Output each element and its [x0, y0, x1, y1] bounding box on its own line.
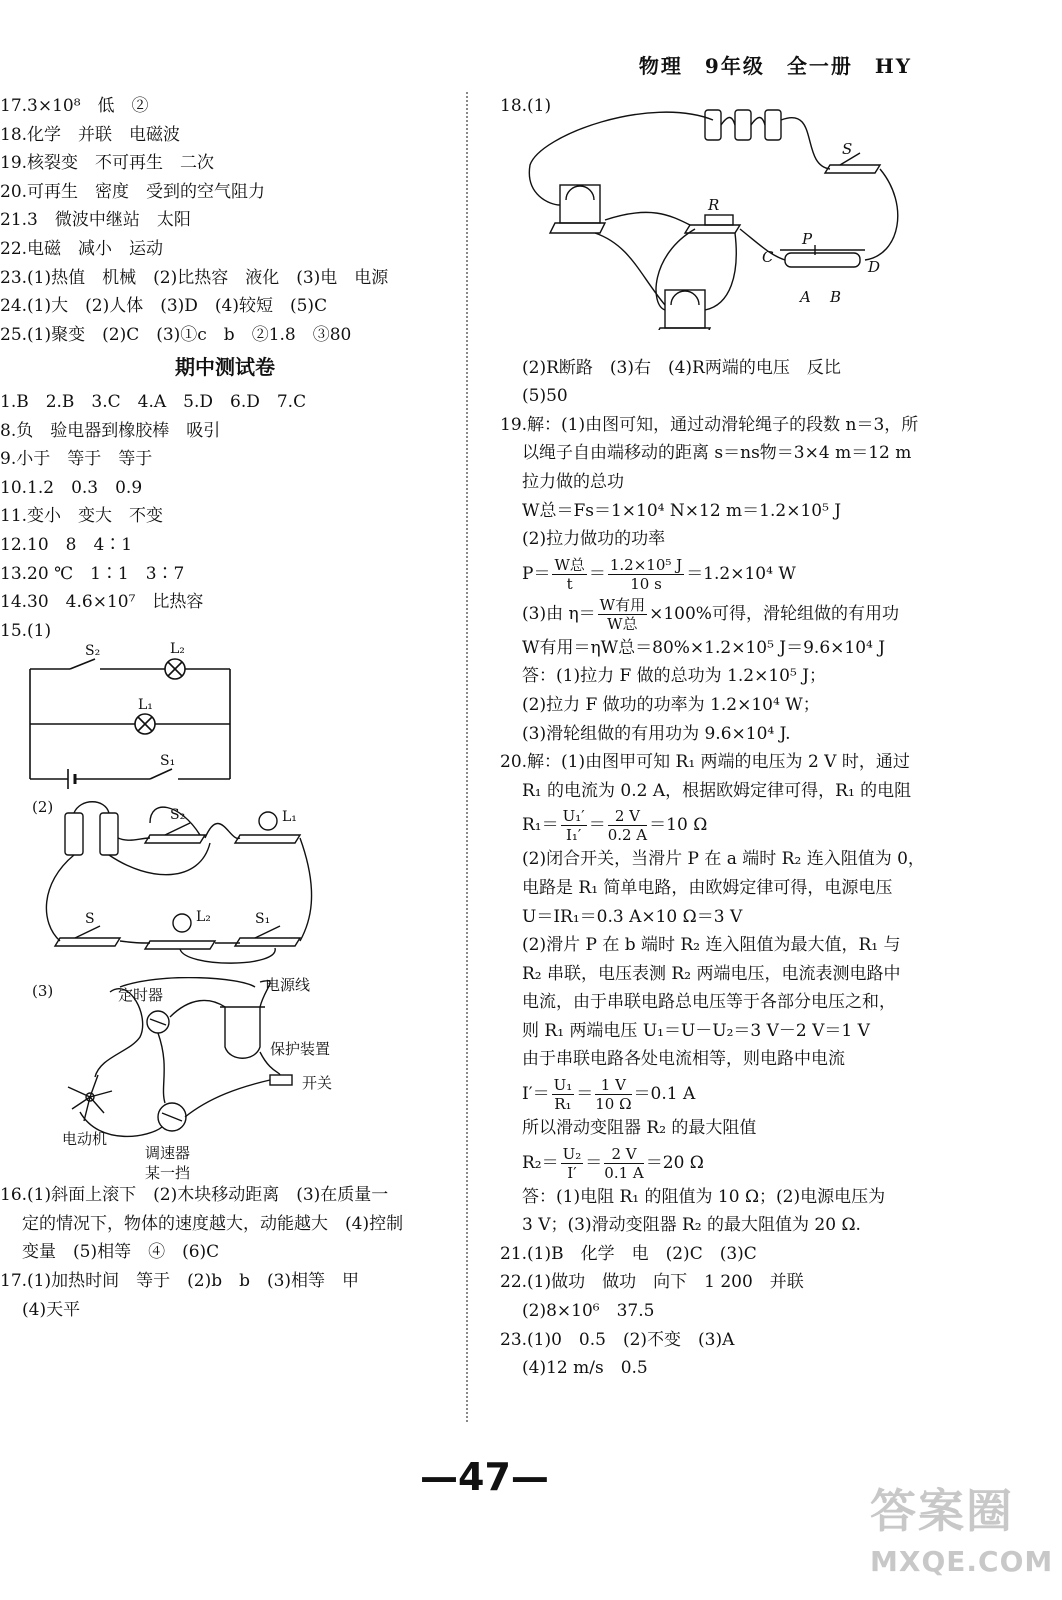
answer-line: 13.20 ℃ 1∶1 3∶7 — [0, 563, 185, 584]
label-s1: S₁ — [255, 911, 271, 928]
answer-line: 12.10 8 4∶1 — [0, 534, 133, 555]
answer-line: 23.(1)热值 机械 (2)比热容 液化 (3)电 电源 — [0, 267, 389, 288]
answer-line: 22.电磁 减小 运动 — [0, 238, 164, 259]
answer-line: 21.3 微波中继站 太阳 — [0, 210, 191, 231]
fig-tag: (3) — [32, 982, 54, 1001]
answer-line: 24.(1)大 (2)人体 (3)D (4)较短 (5)C — [0, 296, 328, 317]
right-column — [500, 92, 930, 1383]
fan-circuit-diagram — [0, 976, 450, 1183]
column-divider — [466, 92, 468, 1422]
formula-power: P＝ $\frac{\text{W总}}{t}$ ＝ $\frac{\text{1.2×10⁵ J}}{10 s}$ ＝1.2×10⁴ W — [522, 555, 796, 593]
page-number: —47— — [420, 1455, 549, 1499]
answer-line: 电路是 R₁ 简单电路，由欧姆定律可得，电源电压 — [522, 877, 893, 898]
answer-line: 19.核裂变 不可再生 二次 — [0, 153, 215, 174]
label-speed-level: 某一挡 — [145, 1164, 191, 1183]
label-timer: 定时器 — [118, 986, 164, 1005]
answer-line: (4)12 m/s 0.5 — [522, 1358, 648, 1379]
label-l2: L₂ — [196, 909, 211, 926]
answer-line: 答：(1)拉力 F 做的总功为 1.2×10⁵ J； — [522, 666, 827, 687]
answer-line: (2)闭合开关，当滑片 P 在 a 端时 R₂ 连入阻值为 0， — [522, 849, 925, 870]
answer-line: 23.(1)0 0.5 (2)不变 (3)A — [500, 1329, 735, 1350]
answer-line: (3)滑轮组做的有用功为 9.6×10⁴ J. — [522, 723, 791, 744]
answer-line: 16.(1)斜面上滚下 (2)木块移动距离 (3)在质量一 — [0, 1185, 389, 1206]
label-l2: L₂ — [170, 641, 185, 658]
label-speed: 调速器 — [145, 1144, 191, 1163]
label-s: S — [842, 139, 853, 158]
answer-line: 17.3×10⁸ 低 ② — [0, 96, 149, 116]
watermark-text: 答案圈 — [870, 1484, 1014, 1538]
page-header: 物理 9年级 全一册 HY — [638, 54, 912, 78]
answer-line: W总＝Fs＝1×10⁴ N×12 m＝1.2×10⁵ J — [522, 500, 842, 521]
answer-line: 19.解：(1)由图可知，通过动滑轮绳子的段数 n＝3，所 — [500, 414, 919, 435]
answer-line: 10.1.2 0.3 0.9 — [0, 477, 143, 498]
label-motor: 电动机 — [62, 1130, 108, 1149]
answer-line: 20.解：(1)由图甲可知 R₁ 两端的电压为 2 V 时，通过 — [500, 752, 910, 773]
answer-line: 1.B 2.B 3.C 4.A 5.D 6.D 7.C — [0, 391, 307, 412]
label-b: B — [830, 287, 842, 306]
answer-line: (2)滑片 P 在 b 端时 R₂ 连入阻值为最大值，R₁ 与 — [522, 935, 901, 956]
answer-line: (5)50 — [522, 386, 568, 407]
label-l1: L₁ — [282, 809, 297, 826]
label-s2: S₂ — [85, 643, 101, 660]
answer-line: 15.(1) — [0, 620, 52, 641]
answer-line: (2)8×10⁶ 37.5 — [522, 1301, 655, 1322]
label-p: P — [802, 229, 813, 248]
fig-tag: (2) — [32, 798, 54, 817]
watermark-logo — [870, 1475, 1054, 1585]
left-column — [0, 92, 450, 1324]
answer-line: (2)拉力做功的功率 — [522, 529, 666, 550]
label-a: A — [800, 287, 811, 306]
answer-line: 18.化学 并联 电磁波 — [0, 124, 181, 145]
answer-line: 11.变小 变大 不变 — [0, 506, 164, 527]
label-switch: 开关 — [302, 1074, 333, 1093]
answer-line: 由于串联电路各处电流相等，则电路中电流 — [522, 1049, 845, 1070]
answer-line: 9.小于 等于 等于 — [0, 449, 153, 470]
answer-line: 所以滑动变阻器 R₂ 的最大阻值 — [522, 1118, 757, 1139]
label-c: C — [762, 247, 774, 266]
experiment-circuit — [500, 125, 930, 350]
answer-line: 拉力做的总功 — [522, 471, 624, 492]
answer-line: 20.可再生 密度 受到的空气阻力 — [0, 181, 266, 202]
answer-line: (2)拉力 F 做功的功率为 1.2×10⁴ W； — [522, 694, 820, 715]
answer-line: 21.(1)B 化学 电 (2)C (3)C — [500, 1243, 757, 1264]
label-l1: L₁ — [138, 697, 153, 714]
answer-line: 答：(1)电阻 R₁ 的阻值为 10 Ω；(2)电源电压为 — [522, 1186, 886, 1207]
watermark-url: MXQE.COM — [870, 1545, 1054, 1578]
answer-line: W有用＝ηW总＝80%×1.2×10⁵ J＝9.6×10⁴ J — [522, 637, 886, 658]
formula-efficiency: (3)由 η＝ $\frac{\text{W有用}}{\text{W总}}$ ×100%可得，滑轮组做的有用功 — [522, 595, 899, 633]
physical-circuit — [0, 793, 450, 973]
label-power-cord: 电源线 — [265, 976, 311, 995]
formula-current: I′＝ $\frac{\text{U₁}}{\text{R₁}}$ ＝ $\frac{1 V}{10 \Omega}$ ＝0.1 A — [522, 1076, 696, 1114]
answer-line: 14.30 4.6×10⁷ 比热容 — [0, 592, 204, 613]
formula-r2: R₂＝ $\frac{\text{U₂}}{I'}$ ＝ $\frac{2 V}{0.1 A}$ ＝20 Ω — [522, 1144, 704, 1182]
label-guard: 保护装置 — [270, 1040, 331, 1059]
label-s2: S₂ — [170, 807, 186, 824]
answer-line: R₂ 串联，电压表测 R₂ 两端电压，电流表测电路中 — [522, 963, 901, 984]
section-title: 期中测试卷 — [175, 355, 275, 380]
circuit-diagram — [0, 641, 450, 789]
answer-line: 3 V；(3)滑动变阻器 R₂ 的最大阻值为 20 Ω. — [522, 1215, 861, 1236]
label-s: S — [85, 911, 95, 928]
answer-line: 定的情况下，物体的速度越大，动能越大 (4)控制 — [22, 1213, 404, 1234]
answer-line: R₁ 的电流为 0.2 A，根据欧姆定律可得，R₁ 的电阻 — [522, 780, 912, 801]
answer-line: 22.(1)做功 做功 向下 1 200 并联 — [500, 1272, 804, 1293]
answer-line: (2)R断路 (3)右 (4)R两端的电压 反比 — [522, 357, 841, 378]
label-d: D — [868, 257, 881, 276]
label-r: R — [708, 195, 720, 214]
answer-line: 变量 (5)相等 ④ (6)C — [22, 1242, 220, 1263]
formula-r1: R₁＝ $\frac{\text{U₁′}}{\text{I₁′}}$ ＝ $\frac{2 V}{0.2 A}$ ＝10 Ω — [522, 807, 708, 845]
answer-line: 以绳子自由端移动的距离 s＝ns物＝3×4 m＝12 m — [522, 443, 912, 464]
answer-line: U＝IR₁＝0.3 A×10 Ω＝3 V — [522, 906, 743, 927]
answer-line: 17.(1)加热时间 等于 (2)b b (3)相等 甲 — [0, 1271, 360, 1292]
answer-line: 电流，由于串联电路总电压等于各部分电压之和， — [522, 992, 896, 1013]
answer-line: 18.(1) — [500, 96, 552, 116]
answer-line: (4)天平 — [22, 1299, 81, 1320]
answer-line: 则 R₁ 两端电压 U₁＝U－U₂＝3 V－2 V＝1 V — [522, 1020, 870, 1041]
answer-line: 8.负 验电器到橡胶棒 吸引 — [0, 420, 221, 441]
answer-line: 25.(1)聚变 (2)C (3)①c b ②1.8 ③80 — [0, 324, 352, 345]
label-s1: S₁ — [160, 753, 176, 770]
